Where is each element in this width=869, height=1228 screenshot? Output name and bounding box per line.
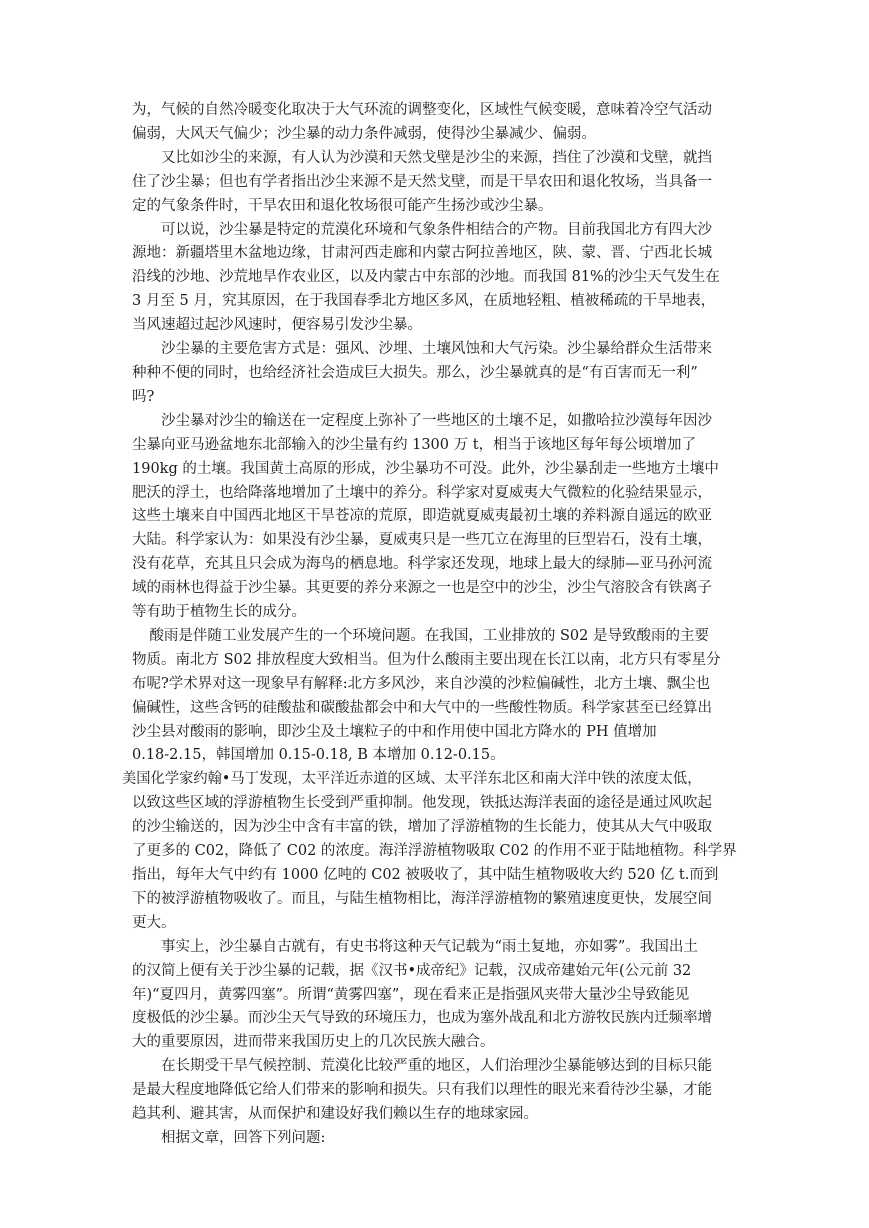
text-line: 趋其利、避其害，从而保护和建设好我们赖以生存的地球家园。 bbox=[132, 1106, 538, 1123]
text-line: 大的重要原因，进而带来我国历史上的几次民族大融合。 bbox=[132, 1034, 495, 1051]
text-line: 可以说，沙尘暴是特定的荒漠化环境和气象条件相结合的产物。目前我国北方有四大沙 bbox=[161, 221, 712, 238]
text-line: 尘暴向亚马逊盆地东北部输入的沙尘量有约 1300 万 t，相当于该地区每年每公顷增加了 bbox=[132, 436, 697, 453]
paragraph-6 bbox=[132, 625, 772, 745]
paragraph-3 bbox=[132, 219, 772, 339]
paragraph-1 bbox=[132, 99, 772, 147]
text-line: 的汉简上便有关于沙尘暴的记载，据《汉书•成帝纪》记载，汉成帝建始元年(公元前 32 bbox=[132, 962, 692, 979]
text-line: 以致这些区域的浮游植物生长受到严重抑制。他发现，铁抵达海洋表面的途径是通过风吹起 bbox=[132, 795, 712, 812]
paragraph-7 bbox=[132, 744, 772, 768]
text-line: 指出，每年大气中约有 1000 亿吨的 C02 被吸收了，其中陆生植物吸收大约 520 亿 t.而到 bbox=[132, 867, 719, 883]
text-line: 沙尘县对酸雨的影响，即沙尘及土壤粒子的中和作用使中国北方降水的 PH 值增加 bbox=[132, 723, 657, 740]
text-line: 的沙尘输送的，因为沙尘中含有丰富的铁，增加了浮游植物的生长能力，使其从大气中吸取 bbox=[132, 819, 712, 836]
text-line: 偏碱性，这些含钙的硅酸盐和碳酸盐都会中和大气中的一些酸性物质。科学家甚至已经算出 bbox=[132, 699, 712, 716]
text-line: 为，气候的自然冷暖变化取决于大气环流的调整变化，区域性气候变暖，意味着冷空气活动 bbox=[132, 102, 712, 118]
text-line: 域的雨林也得益于沙尘暴。其更要的养分来源之一也是空中的沙尘，沙尘气溶胶含有铁离子 bbox=[132, 580, 712, 597]
text-line: 下的被浮游植物吸收了。而且，与陆生植物相比，海洋浮游植物的繁殖速度更快，发展空间 bbox=[132, 890, 712, 907]
paragraph-2 bbox=[132, 147, 772, 219]
paragraph-11 bbox=[132, 1127, 772, 1151]
text-line: 布呢?学术界对这一现象早有解释:北方多风沙，来自沙漠的沙粒偏碱性，北方土壤、飘尘也 bbox=[132, 675, 711, 692]
paragraph-9 bbox=[132, 936, 772, 1056]
text-line: 定的气象条件时，干旱农田和退化牧场很可能产生扬沙或沙尘暴。 bbox=[132, 197, 553, 214]
text-line: 物质。南北方 S02 排放程度大致相当。但为什么酸雨主要出现在长江以南，北方只有零星分 bbox=[132, 651, 721, 668]
text-line: 吗? bbox=[132, 388, 155, 405]
paragraph-4 bbox=[132, 338, 772, 410]
paragraph-8 bbox=[122, 768, 772, 935]
text-line: 事实上，沙尘暴自古就有，有史书将这种天气记载为“雨土复地，亦如雾”。我国出土 bbox=[161, 938, 698, 955]
article-body bbox=[122, 99, 772, 1151]
paragraph-10 bbox=[132, 1055, 772, 1127]
text-line: 肥沃的浮土，也给降落地增加了土壤中的养分。科学家对夏威夷大气微粒的化验结果显示， bbox=[132, 484, 712, 501]
text-line: 沙尘暴的主要危害方式是：强风、沙埋、土壤风蚀和大气污染。沙尘暴给群众生活带来 bbox=[161, 341, 712, 358]
paragraph-5 bbox=[132, 410, 772, 625]
text-line: 190kg 的土壤。我国黄土高原的形成，沙尘暴功不可没。此外，沙尘暴刮走一些地方土壤中 bbox=[132, 460, 719, 477]
text-line: 沙尘暴对沙尘的输送在一定程度上弥补了一些地区的土壤不足，如撒哈拉沙漠每年因沙 bbox=[161, 412, 712, 429]
text-line: 源地：新疆塔里木盆地边缘，甘肃河西走廊和内蒙古阿拉善地区，陕、蒙、晋、宁西北长城 bbox=[132, 245, 712, 262]
text-line: 等有助于植物生长的成分。 bbox=[132, 604, 306, 621]
text-line: 度极低的沙尘暴。而沙尘天气导致的环境压力，也成为塞外战乱和北方游牧民族内迁频率增 bbox=[132, 1010, 712, 1027]
text-line: 住了沙尘暴；但也有学者指出沙尘来源不是天然戈壁，而是干旱农田和退化牧场，当具备一 bbox=[132, 173, 712, 190]
text-line: 相据文章，回答下列问题: bbox=[161, 1129, 326, 1146]
text-line: 酸雨是伴随工业发展产生的一个环境问题。在我国，工业排放的 S02 是导致酸雨的主要 bbox=[149, 627, 709, 644]
text-line: 这些土壤来自中国西北地区干旱苍凉的荒原，即造就夏威夷最初土壤的养料源自遥远的欧亚 bbox=[132, 508, 712, 525]
text-line: 3 月至 5 月，究其原因，在于我国春季北方地区多风，在质地轻粗、植被稀疏的干旱地表， bbox=[132, 293, 716, 310]
text-line: 0.18-2.15，韩国增加 0.15-0.18, B 本增加 0.12-0.15。 bbox=[132, 747, 505, 764]
text-line: 大陆。科学家认为：如果没有沙尘暴，夏威夷只是一些兀立在海里的巨型岩石，没有土壤， bbox=[132, 532, 712, 549]
text-line: 沿线的沙地、沙荒地旱作农业区，以及内蒙古中东部的沙地。而我国 81%的沙尘天气发生在 bbox=[132, 269, 720, 286]
text-line: 又比如沙尘的来源，有人认为沙漠和天然戈壁是沙尘的来源，挡住了沙漠和戈壁，就挡 bbox=[161, 149, 712, 166]
text-line: 年)“夏四月，黄雾四塞”。所谓“黄雾四塞”，现在看来正是指强风夹带大量沙尘导致能见 bbox=[132, 986, 690, 1003]
text-line: 没有花草，充其且只会成为海鸟的栖息地。科学家还发现，地球上最大的绿肺—亚马孙河流 bbox=[132, 556, 712, 573]
text-line: 偏弱，大风天气偏少；沙尘暴的动力条件减弱，使得沙尘暴减少、偏弱。 bbox=[132, 125, 596, 142]
text-line: 更大。 bbox=[132, 914, 176, 931]
text-line: 了更多的 C02，降低了 C02 的浓度。海洋浮游植物吸取 C02 的作用不亚于陆地植物。科学界 bbox=[132, 843, 737, 860]
text-line: 美国化学家约翰•马丁发现，太平洋近赤道的区域、太平洋东北区和南大洋中铁的浓度太低， bbox=[122, 771, 702, 788]
text-line: 种种不便的同时，也给经济社会造成巨大损失。那么，沙尘暴就真的是“有百害而无一利” bbox=[132, 364, 698, 381]
text-line: 是最大程度地降低它给人们带来的影响和损失。只有我们以理性的眼光来看待沙尘暴，才能 bbox=[132, 1082, 712, 1099]
text-line: 当风速超过起沙风速时，便容易引发沙尘暴。 bbox=[132, 317, 422, 334]
text-line: 在长期受干旱气候控制、荒漠化比较严重的地区，人们治理沙尘暴能够达到的目标只能 bbox=[161, 1058, 712, 1075]
